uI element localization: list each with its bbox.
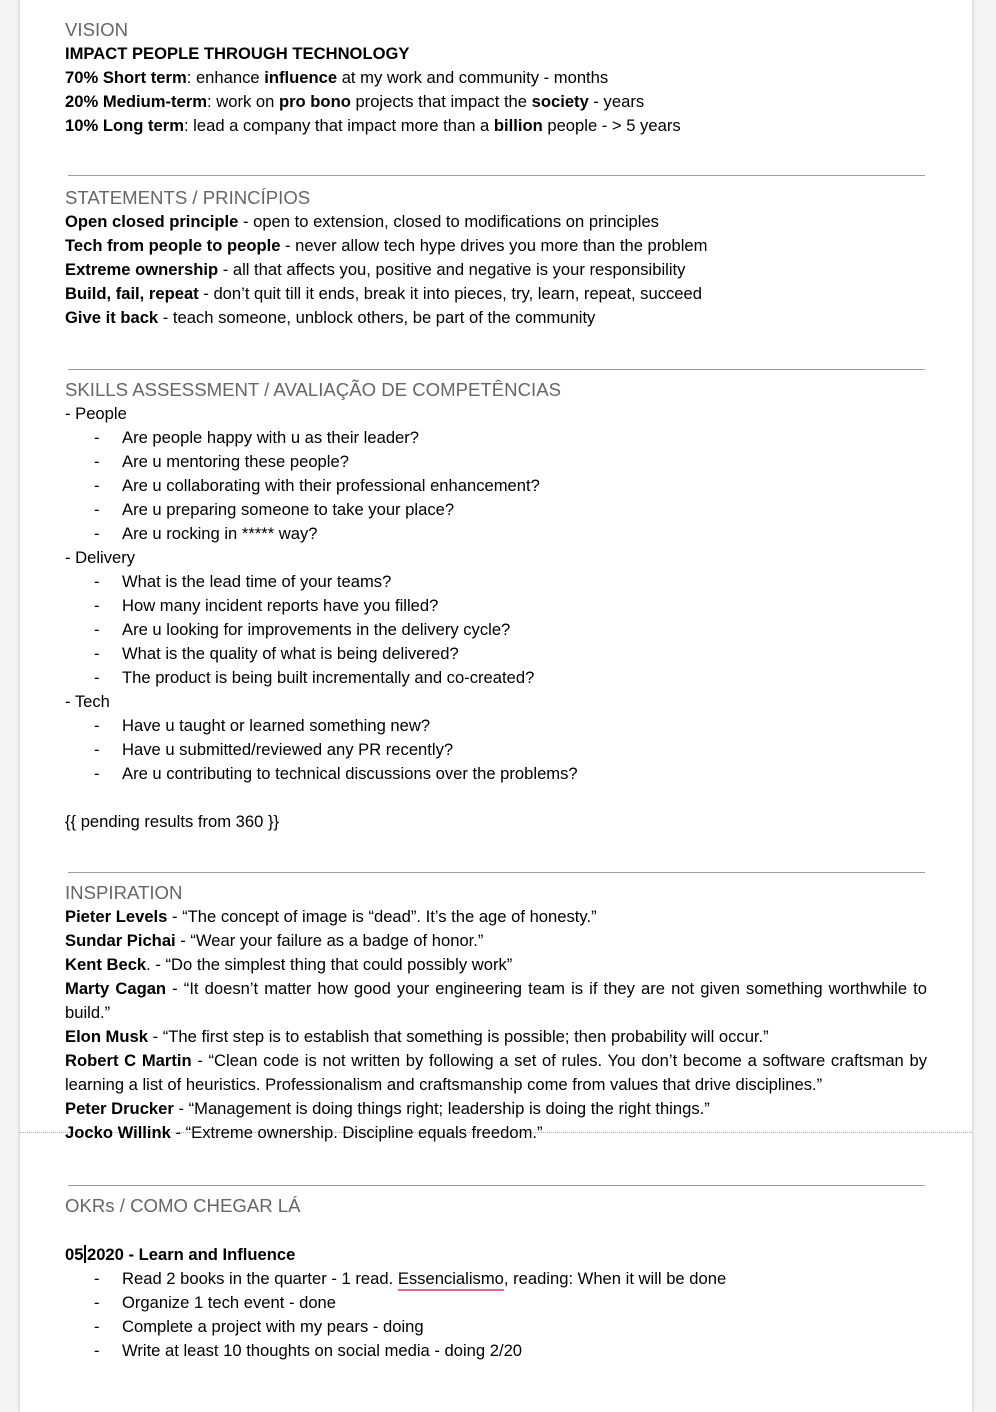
- statement-item: Extreme ownership - all that affects you, positive and negative is your responsibility: [65, 260, 686, 279]
- list-item: - Have u submitted/reviewed any PR recently?: [94, 740, 454, 759]
- list-item: - Organize 1 tech event - done: [94, 1293, 337, 1312]
- list-item: - Are u rocking in ***** way?: [94, 524, 318, 543]
- quote-item: Pieter Levels - “The concept of image is “dead”. It’s the age of honesty.”: [65, 907, 597, 926]
- list-item: - How many incident reports have you filled?: [94, 596, 439, 615]
- skills-group-label: - Tech: [65, 692, 110, 711]
- list-item: - Read 2 books in the quarter - 1 read. Essencialismo, reading: When it will be done: [94, 1269, 727, 1288]
- statement-item: Build, fail, repeat - don’t quit till it ends, break it into pieces, try, learn, repeat, succeed: [65, 284, 702, 303]
- misspelled-word[interactable]: Essencialismo: [397, 1269, 504, 1288]
- skills-group-label: - Delivery: [65, 548, 136, 567]
- vision-line: 70% Short term: enhance influence at my work and community - months: [65, 68, 609, 87]
- vision-heading: VISION: [65, 19, 129, 40]
- list-item: - Complete a project with my pears - doing: [94, 1317, 424, 1336]
- list-item: - The product is being built incrementally and co-created?: [94, 668, 535, 687]
- inspiration-heading: INSPIRATION: [65, 882, 183, 903]
- vision-title: IMPACT PEOPLE THROUGH TECHNOLOGY: [65, 44, 410, 63]
- skills-heading: SKILLS ASSESSMENT / AVALIAÇÃO DE COMPETÊNCIAS: [65, 379, 561, 400]
- okr-title[interactable]: 05 2020 - Learn and Influence: [65, 1245, 296, 1264]
- quote-item: Marty Cagan - “It doesn’t matter how good your engineering team is if they are not given something worthwhile to build.”: [65, 979, 927, 1022]
- quote-item: Elon Musk - “The first step is to establish that something is possible; then probability will occur.”: [65, 1027, 769, 1046]
- document-page[interactable]: [20, 0, 972, 1412]
- quote-item: Robert C Martin - “Clean code is not written by following a set of rules. You don’t become a software craftsman by learning a list of heuristics. Professionalism and craftsmanship come from values that drive disciplines.”: [65, 1051, 927, 1094]
- list-item: - Are people happy with u as their leader?: [94, 428, 420, 447]
- text-cursor: [84, 1245, 86, 1263]
- list-item: - Have u taught or learned something new?: [94, 716, 431, 735]
- list-item: - Are u preparing someone to take your place?: [94, 500, 455, 519]
- quote-item: Jocko Willink - “Extreme ownership. Discipline equals freedom.”: [65, 1123, 543, 1142]
- quote-item: Peter Drucker - “Management is doing things right; leadership is doing the right things.”: [65, 1099, 710, 1118]
- statement-item: Open closed principle - open to extension, closed to modifications on principles: [65, 212, 659, 231]
- okrs-heading: OKRs / COMO CHEGAR LÁ: [65, 1195, 301, 1216]
- list-item: - What is the lead time of your teams?: [94, 572, 392, 591]
- list-item: - Write at least 10 thoughts on social media - doing 2/20: [94, 1341, 523, 1360]
- document-body[interactable]: [65, 18, 927, 1363]
- list-item: - Are u collaborating with their professional enhancement?: [94, 476, 540, 495]
- list-item: - Are u contributing to technical discussions over the problems?: [94, 764, 578, 783]
- statement-item: Give it back - teach someone, unblock others, be part of the community: [65, 308, 596, 327]
- pending-note: {{ pending results from 360 }}: [65, 812, 280, 831]
- list-item: - What is the quality of what is being delivered?: [94, 644, 459, 663]
- list-item: - Are u looking for improvements in the delivery cycle?: [94, 620, 511, 639]
- skills-group-label: - People: [65, 404, 127, 423]
- vision-line: 20% Medium-term: work on pro bono projects that impact the society - years: [65, 92, 645, 111]
- statement-item: Tech from people to people - never allow tech hype drives you more than the problem: [65, 236, 708, 255]
- list-item: - Are u mentoring these people?: [94, 452, 349, 471]
- statements-heading: STATEMENTS / PRINCÍPIOS: [65, 187, 311, 208]
- quote-item: Kent Beck. - “Do the simplest thing that could possibly work”: [65, 955, 513, 974]
- quote-item: Sundar Pichai - “Wear your failure as a badge of honor.”: [65, 931, 484, 950]
- vision-line: 10% Long term: lead a company that impact more than a billion people - > 5 years: [65, 116, 681, 135]
